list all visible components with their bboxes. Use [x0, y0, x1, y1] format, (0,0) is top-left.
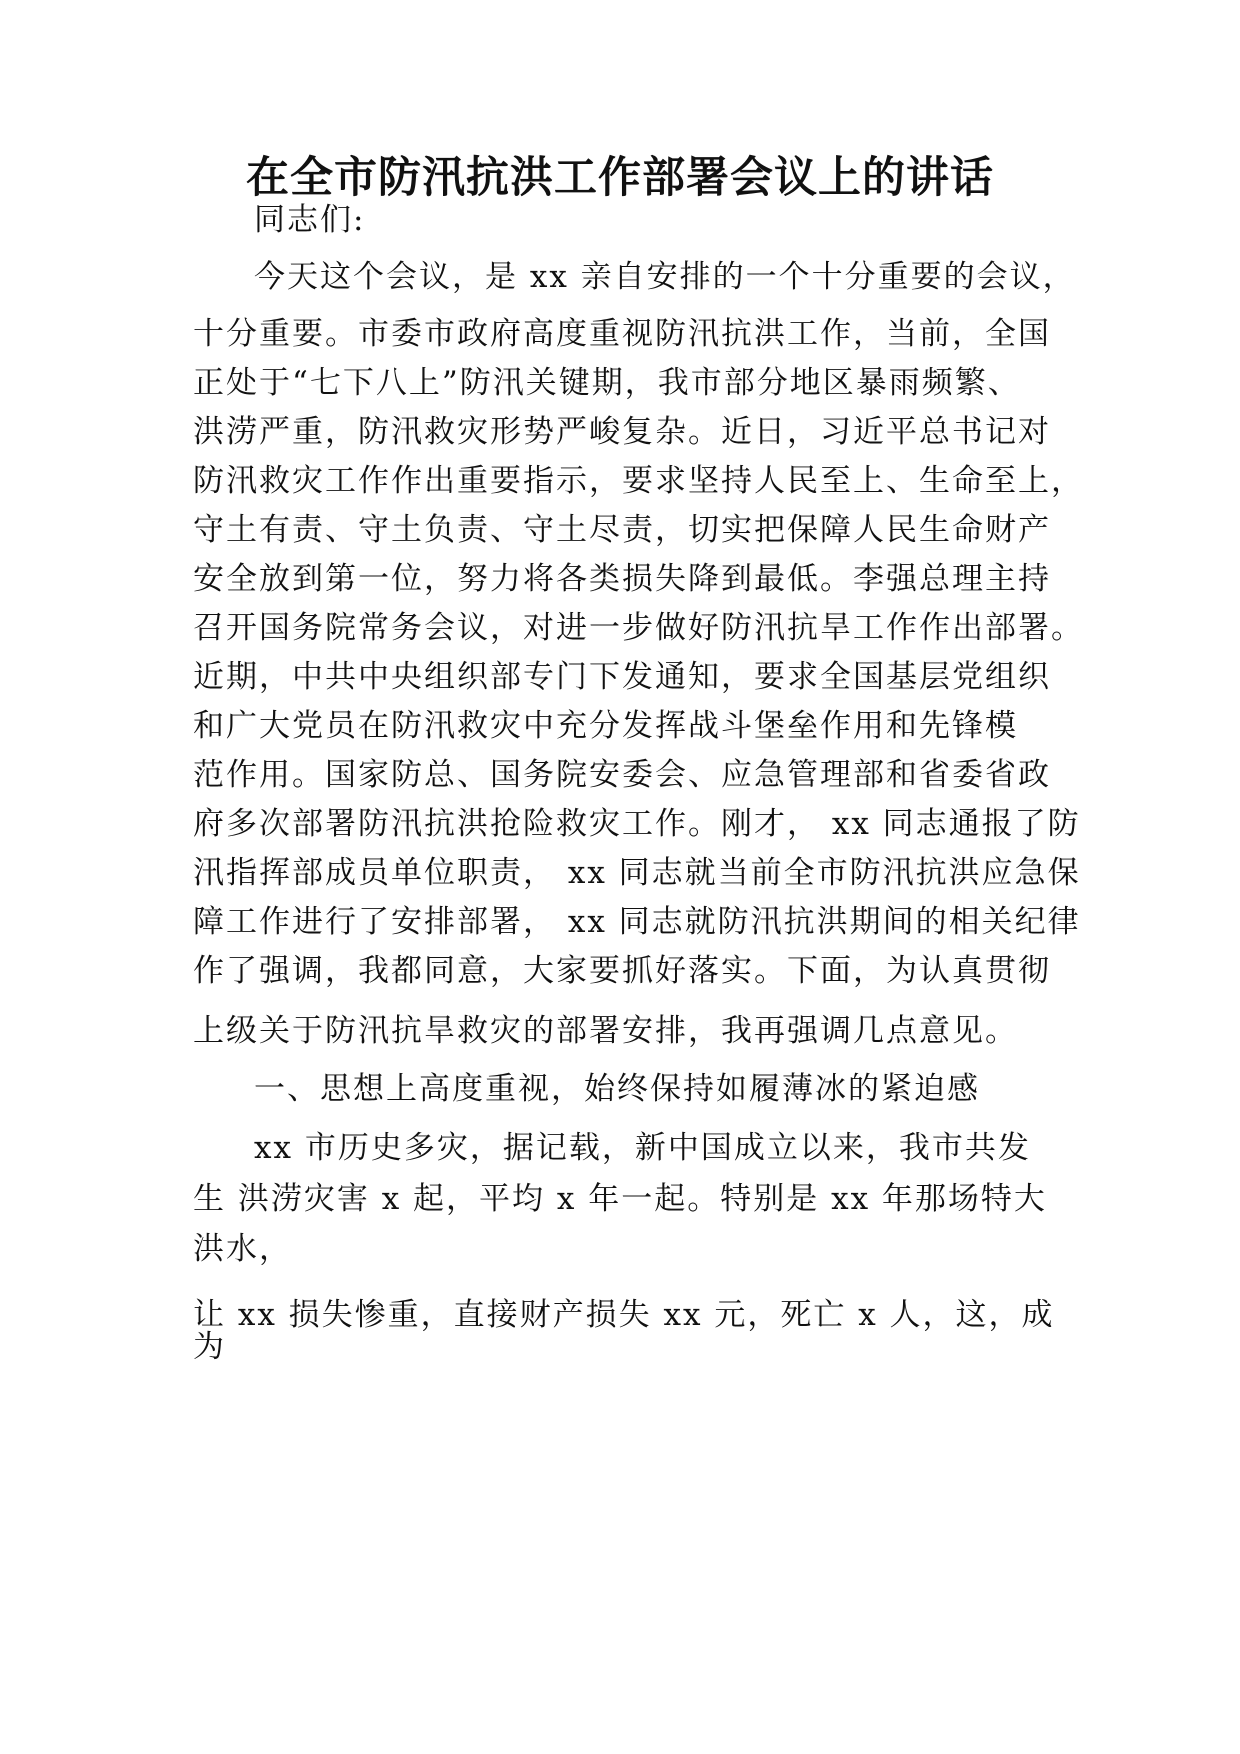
section-heading: 一、思想上高度重视，始终保持如履薄冰的紧迫感 [254, 1071, 980, 1107]
paragraph-line: 守土有责、守土负责、守土尽责，切实把保障人民生命财产 [193, 512, 1051, 548]
paragraph-line: 让 xx 损失惨重，直接财产损失 xx 元，死亡 x 人，这，成 [193, 1297, 1055, 1333]
paragraph-line: 障工作进行了安排部署， xx 同志就防汛抗洪期间的相关纪律 [193, 904, 1081, 940]
paragraph-line: 和广大党员在防汛救灾中充分发挥战斗堡垒作用和先锋模 [193, 708, 1018, 744]
paragraph-line: 作了强调，我都同意，大家要抓好落实。下面，为认真贯彻 [193, 953, 1051, 989]
paragraph-line: 正处于“七下八上”防汛关键期，我市部分地区暴雨频繁、 [193, 365, 1021, 401]
salutation: 同志们: [254, 202, 366, 238]
paragraph-line: 范作用。国家防总、国务院安委会、应急管理部和省委省政 [193, 757, 1051, 793]
paragraph-line: 防汛救灾工作作出重要指示，要求坚持人民至上、生命至上， [193, 463, 1084, 499]
paragraph-line: 洪涝严重，防汛救灾形势严峻复杂。近日，习近平总书记对 [193, 414, 1051, 450]
paragraph-line: 召开国务院常务会议，对进一步做好防汛抗旱工作作出部署。 [193, 610, 1084, 646]
paragraph-line: 府多次部署防汛抗洪抢险救灾工作。刚才， xx 同志通报了防 [193, 806, 1081, 842]
paragraph-line: 生 洪涝灾害 x 起，平均 x 年一起。特别是 xx 年那场特大 [193, 1181, 1047, 1217]
paragraph-line: 近期，中共中央组织部专门下发通知，要求全国基层党组织 [193, 659, 1051, 695]
document-title: 在全市防汛抗洪工作部署会议上的讲话 [246, 153, 994, 203]
paragraph-line: 十分重要。市委市政府高度重视防汛抗洪工作，当前，全国 [193, 316, 1051, 352]
paragraph-line: 为 [193, 1329, 226, 1365]
paragraph-line: 上级关于防汛抗旱救灾的部署安排，我再强调几点意见。 [193, 1013, 1018, 1049]
paragraph-line: 汛指挥部成员单位职责， xx 同志就当前全市防汛抗洪应急保 [193, 855, 1081, 891]
paragraph-line: 洪水， [193, 1231, 292, 1267]
paragraph-line: 今天这个会议，是 xx 亲自安排的一个十分重要的会议， [254, 259, 1076, 295]
paragraph-line: 安全放到第一位，努力将各类损失降到最低。李强总理主持 [193, 561, 1051, 597]
paragraph-line: xx 市历史多灾，据记载，新中国成立以来，我市共发 [254, 1130, 1031, 1166]
